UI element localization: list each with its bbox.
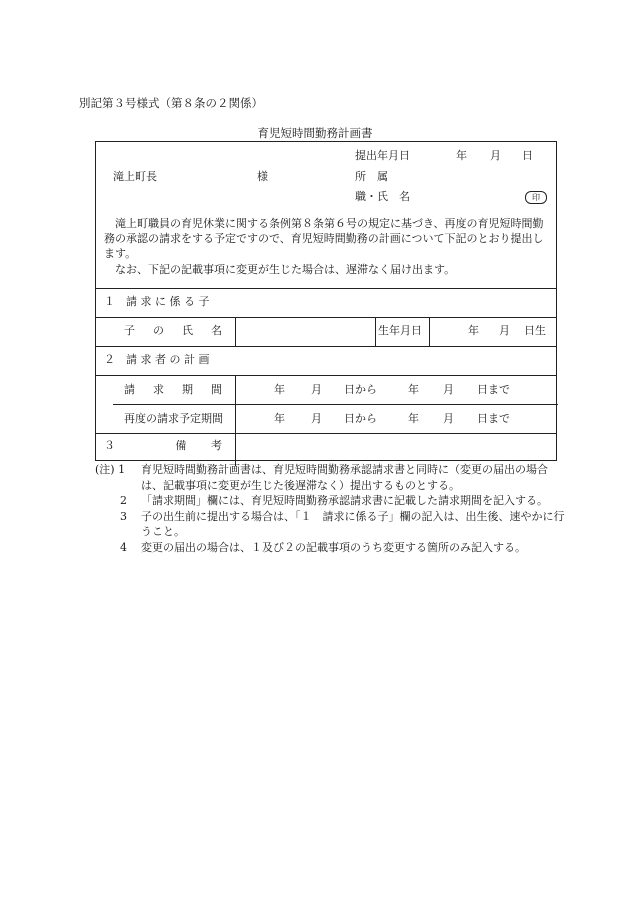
submission-date-label: 提出年月日 <box>355 149 410 162</box>
child-name-label: 子の氏名 <box>124 324 222 337</box>
divider <box>235 375 236 466</box>
seal-mark: 印 <box>525 191 547 204</box>
date-day-label: 日 <box>522 149 533 162</box>
divider <box>96 317 556 318</box>
note-text: 変更の届出の場合は、１及び２の記載事項のうち変更する箇所のみ記入する。 <box>141 540 526 554</box>
divider <box>375 317 376 346</box>
body-paragraph-1: 滝上町職員の育児休業に関する条例第８条第６号の規定に基づき、再度の育児短時間勤務の承認の請求をする予定ですので、育児短時間勤務の計画について下記のとおり提出します。 <box>104 217 544 260</box>
divider <box>96 288 556 289</box>
period-start-year: 年 <box>274 383 285 396</box>
planned-end-suffix: 日まで <box>477 412 510 425</box>
honorific: 様 <box>257 170 268 183</box>
period-end-year: 年 <box>408 383 419 396</box>
addressee: 滝上町長 <box>113 170 157 183</box>
birth-date-label: 生年月日 <box>378 324 422 337</box>
affiliation-label: 所 属 <box>355 170 388 183</box>
body-paragraph-2: なお、下記の記載事項に変更が生じた場合は、遅滞なく届け出ます。 <box>115 263 456 276</box>
date-year-label: 年 <box>456 149 467 162</box>
note-item <box>95 540 565 556</box>
divider <box>96 375 556 376</box>
birth-month-label: 月 <box>499 324 510 337</box>
birth-day-label: 日生 <box>524 324 546 337</box>
document-title: 育児短時間勤務計画書 <box>257 126 373 140</box>
note-item <box>95 493 565 509</box>
section1-heading: １ 請 求 に 係 る 子 <box>104 295 210 308</box>
period-start-suffix: 日から <box>344 383 377 396</box>
section2-heading: ２ 請 求 者 の 計 画 <box>104 353 210 366</box>
note-text: 育児短時間勤務計画書は、育児短時間勤務承認請求書と同時に（変更の届出の場合は、記載事項に変更が生じた後遅滞なく）提出するものとする。 <box>141 463 548 492</box>
planned-start-suffix: 日から <box>344 412 377 425</box>
divider <box>96 346 556 347</box>
period-end-month: 月 <box>443 383 454 396</box>
divider <box>429 317 430 346</box>
planned-period-label: 再度の請求予定期間 <box>124 412 223 425</box>
planned-end-month: 月 <box>443 412 454 425</box>
position-name-label: 職・氏 名 <box>355 190 410 203</box>
note-text: 子の出生前に提出する場合は、「１ 請求に係る子」欄の記入は、出生後、速やかに行うこと。 <box>141 509 565 538</box>
note-item <box>95 509 565 540</box>
period-end-suffix: 日まで <box>477 383 510 396</box>
form-number-label: 別記第３号様式（第８条の２関係） <box>79 96 263 110</box>
planned-start-month: 月 <box>311 412 322 425</box>
note-number: 3 <box>120 509 127 523</box>
notes-section <box>95 462 565 555</box>
period-start-month: 月 <box>311 383 322 396</box>
plan-form-table <box>95 141 557 461</box>
note-text: 「請求期間」欄には、育児短時間勤務承認請求書に記載した請求期間を記入する。 <box>141 494 548 507</box>
section3-heading: ３ 備考 <box>104 439 222 452</box>
request-period-label: 請求期間 <box>124 383 222 396</box>
note-number: (注) 1 <box>95 463 126 476</box>
note-item <box>95 462 565 493</box>
birth-year-label: 年 <box>468 324 479 337</box>
note-number: 4 <box>120 540 127 554</box>
note-number: 2 <box>120 494 127 507</box>
planned-end-year: 年 <box>408 412 419 425</box>
divider <box>113 404 558 405</box>
divider <box>235 317 236 346</box>
planned-start-year: 年 <box>274 412 285 425</box>
divider <box>96 433 556 434</box>
date-month-label: 月 <box>490 149 501 162</box>
